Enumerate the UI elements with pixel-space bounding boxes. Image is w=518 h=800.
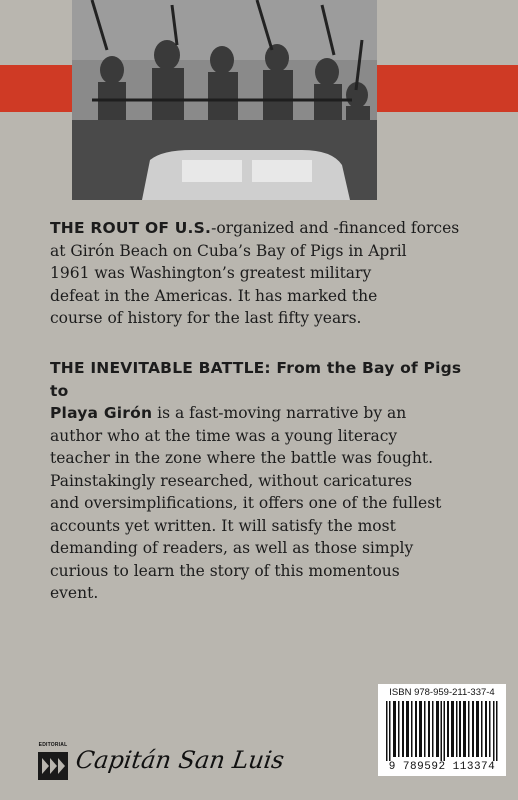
description-line: and oversimplifications, it offers one of the fullest [50,494,442,512]
publisher-name: Capitán San Luis [74,746,286,774]
intro-line: at Girón Beach on Cuba’s Bay of Pigs in April [50,241,407,260]
description-line: curious to learn the story of this momentous [50,561,400,580]
description-line: accounts yet written. It will satisfy the most [50,516,396,535]
intro-lead: THE ROUT OF U.S. [50,219,212,237]
description-line: author who at the time was a young literacy [50,426,398,445]
book-title-lead: Playa Girón [50,404,153,422]
intro-line: 1961 was Washington’s greatest military [50,264,372,282]
description-paragraph [50,357,470,605]
description-line: is a fast-moving narrative by an [152,404,407,422]
barcode-label [378,684,506,776]
intro-line: course of history for the last fifty years. [50,309,362,327]
publisher-small-label: EDITORIAL [38,742,68,748]
cover-photo [72,0,377,200]
intro-line: -organized and -financed forces [211,219,460,237]
description-line: teacher in the zone where the battle was fought. [50,449,433,467]
publisher-logo [38,742,286,784]
description-line: event. [50,584,99,602]
isbn-text: ISBN 978-959-211-337-4 [389,687,495,698]
intro-paragraph [50,217,470,330]
description-line: Painstakingly researched, without caricatures [50,471,413,490]
publisher-mark-icon [38,752,68,780]
book-title-lead: THE INEVITABLE BATTLE: From the Bay of Pigs to [50,359,462,400]
description-line: demanding of readers, as well as those simply [50,539,414,557]
barcode-icon [384,701,500,761]
barcode-digits: 9 789592 113374 [388,761,496,773]
intro-line: defeat in the Americas. It has marked the [50,286,378,305]
